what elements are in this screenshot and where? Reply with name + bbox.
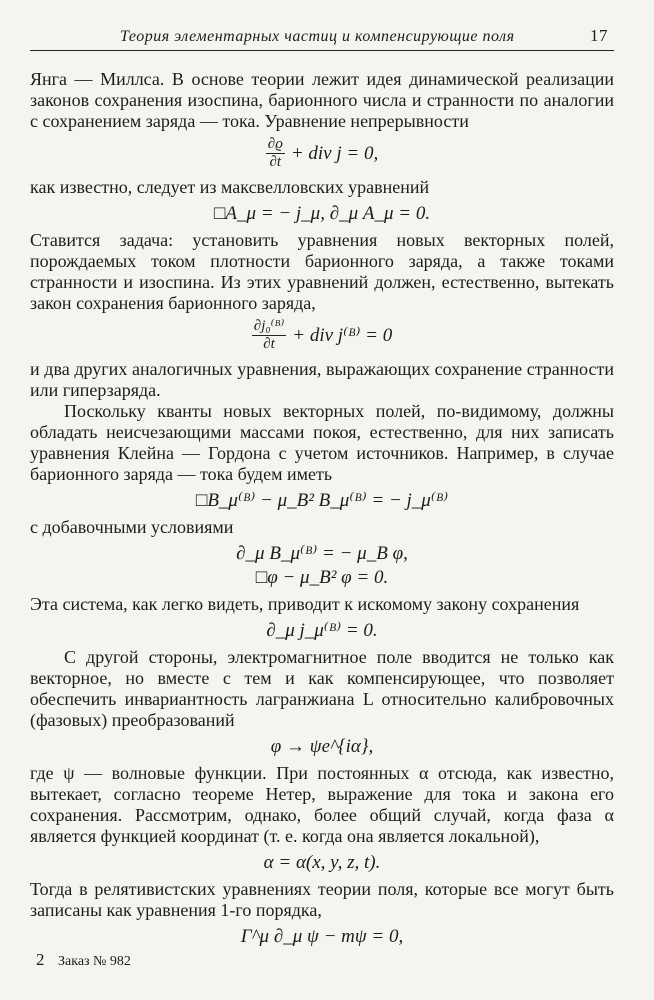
paragraph: С другой стороны, электромагнитное поле вводится не только как векторное, но вместе с тем и как компенсирующее, что позволяет обеспечить инвариантность лагранжиана L относительно калибровочных (фазовых) преобразований <box>30 647 614 730</box>
fraction-numerator: ∂j₀⁽ᴮ⁾ <box>253 318 285 334</box>
equation-current-conservation: ∂_μ j_μ⁽ᴮ⁾ = 0. <box>266 620 378 641</box>
paragraph: Тогда в релятивистских уравнениях теории поля, которые все могут быть записаны как уравнения 1-го порядка, <box>30 879 614 920</box>
equation-maxwell: □A_μ = − j_μ, ∂_μ A_μ = 0. <box>213 203 431 224</box>
equation-klein-gordon: □B_μ⁽ᴮ⁾ − μ_B² B_μ⁽ᴮ⁾ = − j_μ⁽ᴮ⁾ <box>195 490 449 511</box>
paragraph: Поскольку кванты новых векторных полей, по-видимому, должны обладать неисчезающими массами покоя, естественно, для них записать уравнения Клейна — Гордона с учетом источников. Например, в случае барионного заряда — тока будем иметь <box>30 401 614 484</box>
page-number: 17 <box>590 26 608 45</box>
equation-condition-2: □φ − μ_B² φ = 0. <box>255 567 389 588</box>
equation-gauge-transform: φ → ψe^{iα}, <box>270 736 374 757</box>
text-body <box>30 69 614 948</box>
running-title: Теория элементарных частиц и компенсирующие поля <box>120 28 515 45</box>
paragraph: Ставится задача: установить уравнения новых векторных полей, порождаемых током плотности барионного заряда, а также токами странности и изоспина. Из этих уравнений должен, естественно, вытекать закон сохранения барионного заряда, <box>30 230 614 313</box>
paragraph: где ψ — волновые функции. При постоянных α отсюда, как известно, вытекает, согласно теореме Нетер, выражение для тока и закона его сохранения. Рассмотрим, однако, более общий случай, когда фаза α является функцией координат (т. е. когда она является локальной), <box>30 763 614 846</box>
fraction-denominator: ∂t <box>263 336 275 352</box>
page <box>30 20 614 953</box>
equation-rest: + div j = 0, <box>290 143 379 164</box>
equation-continuity <box>30 136 614 171</box>
fraction-numerator: ∂ϱ <box>267 136 283 152</box>
paragraph: Эта система, как легко видеть, приводит к искомому закону сохранения <box>30 594 580 614</box>
signature-footer <box>36 950 131 970</box>
equation-alpha-local: α = α(x, y, z, t). <box>263 852 381 873</box>
paragraph: с добавочными условиями <box>30 517 234 537</box>
paragraph: как известно, следует из максвелловских уравнений <box>30 177 430 197</box>
equation-dirac: Γ^μ ∂_μ ψ − mψ = 0, <box>240 926 404 947</box>
print-order: Заказ № 982 <box>58 954 131 969</box>
equation-rest: + div j⁽ᴮ⁾ = 0 <box>292 325 393 346</box>
signature-number: 2 <box>36 950 45 969</box>
running-header <box>30 20 614 51</box>
equation-condition-1: ∂_μ B_μ⁽ᴮ⁾ = − μ_B φ, <box>236 543 408 564</box>
fraction-denominator: ∂t <box>269 154 282 170</box>
paragraph: и два других аналогичных уравнения, выражающих сохранение странности или гиперзаряда. <box>30 359 614 400</box>
paragraph: Янга — Миллса. В основе теории лежит идея динамической реализации законов сохранения изоспина, барионного числа и странности по аналогии с сохранением заряда — тока. Уравнение непрерывности <box>30 69 614 131</box>
equation-baryon-conservation <box>30 318 614 353</box>
